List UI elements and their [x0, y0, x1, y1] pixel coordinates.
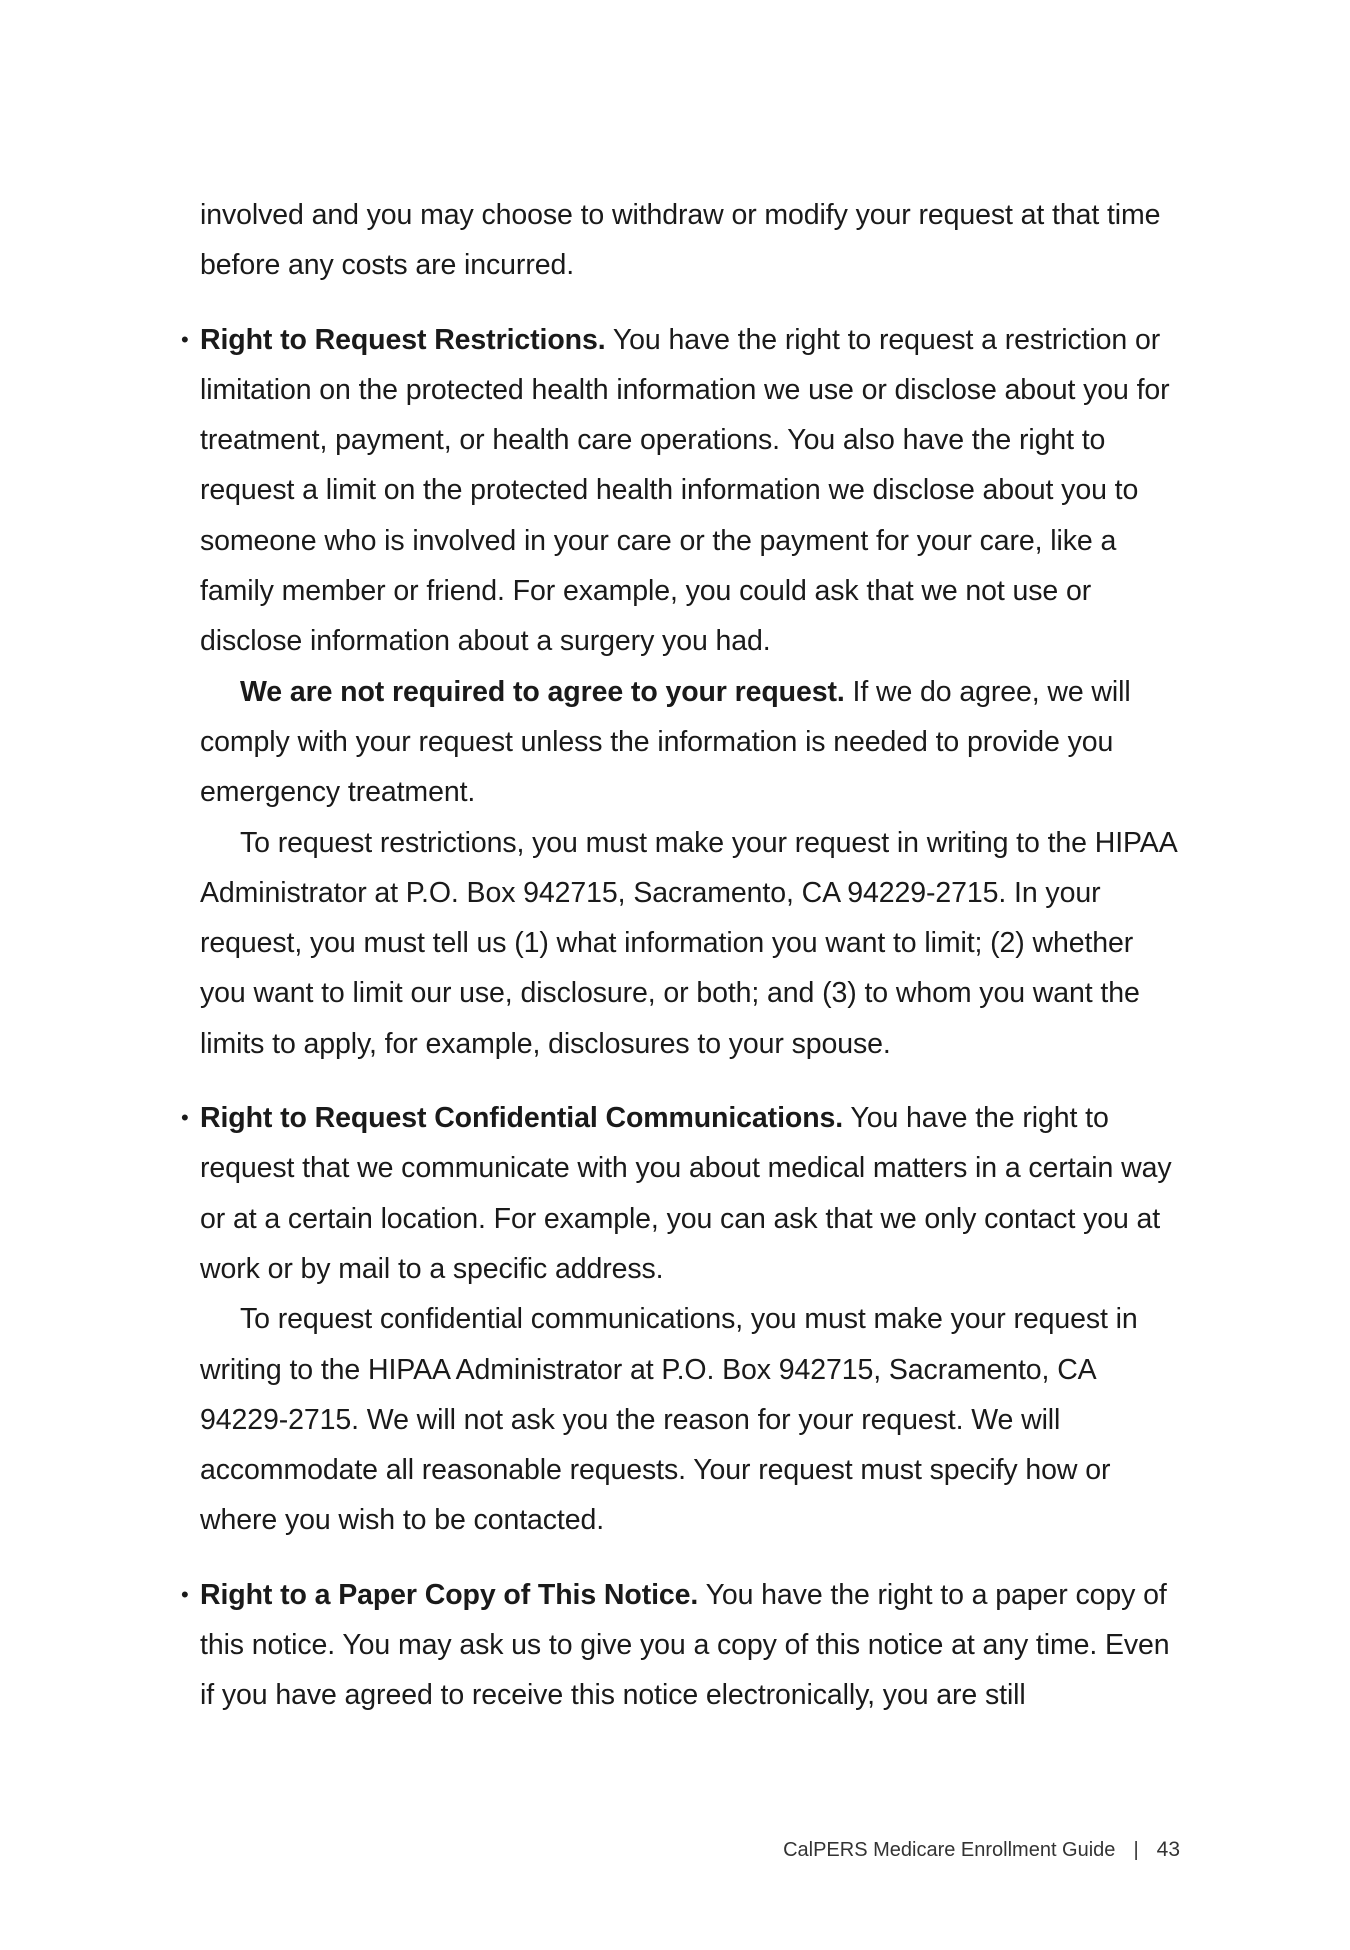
- document-body: [181, 190, 1185, 1721]
- confidential-body: You have the right to request that we communicate with you about medical matters in a certain way or at a certain location. For example, you can ask that we only contact you at work or by mail to a specific address.: [200, 1102, 1172, 1285]
- paper-copy-body: You have the right to a paper copy of this notice. You may ask us to give you a copy of this notice at any time. Even if you have agreed to receive this notice electronically, you are still: [200, 1578, 1170, 1712]
- intro-paragraph: involved and you may choose to withdraw or modify your request at that time before any costs are incurred.: [200, 199, 1161, 282]
- paper-copy-item: [181, 1570, 1185, 1721]
- restrictions-body: You have the right to request a restriction or limitation on the protected health information we use or disclose about you for treatment, payment, or health care operations. You also have the right to request a limit on the protected health information we disclose about you to someone who is involved in your care or the payment for your care, like a family member or friend. For example, you could ask that we not use or disclose information about a surgery you had.: [200, 323, 1170, 658]
- page-footer: [0, 1838, 1180, 1862]
- restrictions-paragraph-2: [200, 667, 1185, 818]
- confidential-paragraph-2: To request confidential communications, you must make your request in writing to the HIPAA Administrator at P.O. Box 942715, Sacramento, CA 94229-2715. We will not ask you the reason for your request. We will accommodate all reasonable requests. Your request must specify how or where you wish to be contacted.: [200, 1303, 1138, 1537]
- restrictions-paragraph-3: To request restrictions, you must make your request in writing to the HIPAA Administrator at P.O. Box 942715, Sacramento, CA 94229-2715. In your request, you must tell us (1) what information you want to limit; (2) whether you want to limit our use, disclosure, or both; and (3) to whom you want the limits to apply, for example, disclosures to your spouse.: [200, 826, 1177, 1060]
- restrictions-title: Right to Request Restrictions.: [200, 323, 606, 356]
- footer-separator: |: [1133, 1839, 1139, 1861]
- not-required-text: We are not required to agree to your request.: [240, 675, 845, 708]
- bullet-icon: •: [181, 326, 189, 352]
- confidential-item: [181, 1093, 1185, 1294]
- bullet-icon: •: [181, 1105, 189, 1131]
- paper-copy-title: Right to a Paper Copy of This Notice.: [200, 1578, 699, 1611]
- bullet-icon: •: [181, 1581, 189, 1607]
- confidential-title: Right to Request Confidential Communications.: [200, 1102, 844, 1135]
- guide-title: CalPERS Medicare Enrollment Guide: [783, 1839, 1116, 1861]
- page-number: 43: [1156, 1838, 1180, 1861]
- not-required-body: If we do agree, we will comply with your request unless the information is needed to provide you emergency treatment.: [200, 675, 1131, 809]
- restrictions-item: [181, 315, 1185, 667]
